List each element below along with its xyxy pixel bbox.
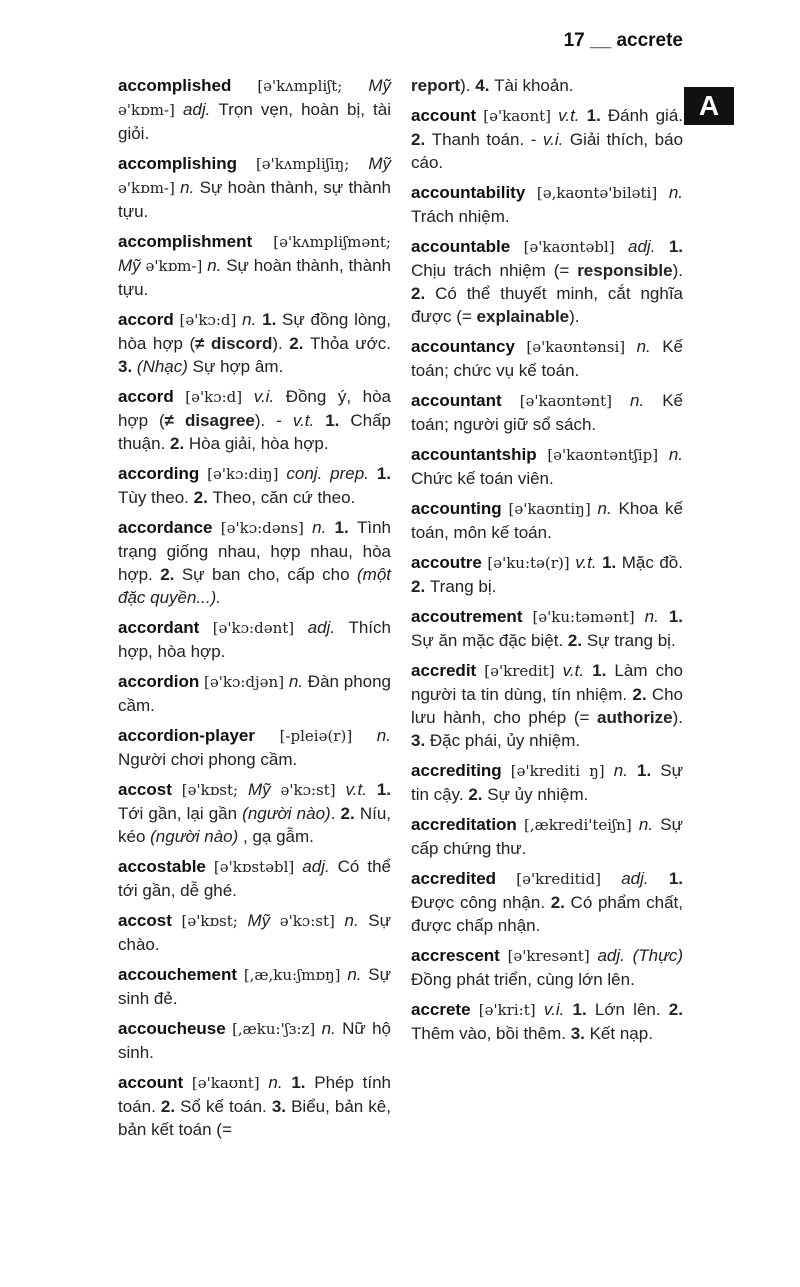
dictionary-entry bbox=[411, 759, 683, 806]
entry-headword: accredited bbox=[411, 869, 497, 888]
dictionary-entry bbox=[118, 909, 391, 956]
definition-text: Lớn lên. bbox=[594, 1000, 669, 1019]
entry-headword: accrediting bbox=[411, 761, 502, 780]
sense-number: 2. bbox=[411, 577, 430, 596]
definition-text: Sự sinh đẻ. bbox=[118, 965, 391, 1008]
dictionary-entry bbox=[411, 104, 683, 174]
sense-number: 3. bbox=[411, 731, 430, 750]
sense-number: 1. bbox=[592, 661, 615, 680]
pronunciation: [ə'kaʊnt] bbox=[483, 107, 559, 125]
definition-text: Cho lưu hành, cho phép (= bbox=[411, 685, 683, 727]
sense-number: 1. bbox=[637, 761, 661, 780]
part-of-speech: n. bbox=[242, 310, 263, 329]
definition-text: Kế toán; chức vụ kế toán. bbox=[411, 337, 683, 380]
pronunciation: [ə'kɒst; bbox=[181, 781, 248, 799]
sense-number: 1. bbox=[572, 1000, 595, 1019]
entry-headword: accountability bbox=[411, 183, 526, 202]
sense-number: 2. bbox=[411, 284, 436, 303]
entry-headword: accomplishing bbox=[118, 154, 238, 173]
dictionary-entry bbox=[118, 778, 391, 848]
part-of-speech: n. bbox=[376, 726, 391, 745]
definition-text: Giải thích, báo cáo. bbox=[411, 130, 684, 172]
dictionary-entry bbox=[118, 152, 391, 223]
part-of-speech: v.i. bbox=[542, 130, 570, 149]
sense-number: 1. bbox=[668, 607, 683, 626]
dictionary-entry bbox=[118, 462, 391, 509]
dictionary-entry bbox=[118, 385, 391, 455]
part-of-speech: Mỹ bbox=[368, 154, 391, 173]
dictionary-entry bbox=[118, 616, 391, 663]
dictionary-entry bbox=[411, 335, 683, 382]
pronunciation: [ə'krediti ŋ] bbox=[510, 762, 614, 780]
pronunciation: [ə'kɔ:d] bbox=[185, 388, 254, 406]
part-of-speech: n. bbox=[312, 518, 335, 537]
usage-note: (một đặc quyền...). bbox=[118, 565, 391, 607]
dictionary-entry bbox=[411, 551, 683, 598]
dictionary-entry bbox=[411, 497, 683, 544]
definition-text: Thích hợp, hòa hợp. bbox=[118, 618, 391, 661]
thumb-index-tab bbox=[684, 87, 734, 125]
sense-number: 1. bbox=[668, 869, 683, 888]
part-of-speech: Mỹ bbox=[368, 76, 391, 95]
pronunciation: [ə'kʌmpliʃiŋ; bbox=[255, 155, 369, 173]
part-of-speech: n. bbox=[636, 337, 663, 356]
entry-headword: accrete bbox=[411, 1000, 471, 1019]
definition-text: Sự trang bị. bbox=[586, 631, 676, 650]
dictionary-entry bbox=[411, 944, 683, 991]
dictionary-entry bbox=[118, 308, 391, 378]
cross-reference: ≠ disagree bbox=[164, 411, 255, 430]
definition-text: Đặc phái, ủy nhiệm. bbox=[429, 731, 581, 750]
part-of-speech: n. bbox=[207, 256, 227, 275]
entry-headword: accounting bbox=[411, 499, 502, 518]
pronunciation: [,ækredi'teiʃn] bbox=[524, 816, 639, 834]
entry-headword: accredit bbox=[411, 661, 477, 680]
dictionary-entry bbox=[118, 724, 391, 771]
part-of-speech: n. bbox=[288, 672, 308, 691]
sense-number: 1. bbox=[291, 1073, 315, 1092]
usage-note: (Nhạc) bbox=[136, 357, 193, 376]
dictionary-entry bbox=[411, 235, 683, 328]
definition-text: Thanh toán. - bbox=[431, 130, 543, 149]
part-of-speech: n. bbox=[644, 607, 669, 626]
part-of-speech: Mỹ bbox=[247, 911, 280, 930]
part-of-speech: adj. bbox=[307, 618, 349, 637]
thumb-index-letter: A bbox=[698, 90, 720, 121]
part-of-speech: n. bbox=[668, 183, 683, 202]
dictionary-entry bbox=[118, 1017, 391, 1064]
definition-text: Sự cấp chứng thư. bbox=[411, 815, 683, 858]
part-of-speech: v.t. bbox=[575, 553, 603, 572]
pronunciation: ə'kɔ:st] bbox=[280, 781, 346, 799]
dictionary-entry bbox=[411, 389, 683, 436]
definition-text: . bbox=[330, 804, 341, 823]
part-of-speech: v.i. bbox=[543, 1000, 573, 1019]
running-header bbox=[564, 30, 683, 52]
definition-text: Trách nhiệm. bbox=[411, 207, 510, 226]
pronunciation: ə'kɒm-] bbox=[118, 179, 181, 197]
dictionary-entry bbox=[411, 867, 683, 937]
definition-text: Tùy theo. bbox=[118, 488, 194, 507]
part-of-speech: n. bbox=[630, 391, 663, 410]
sense-number: 2. bbox=[550, 893, 571, 912]
definition-text: Có thể tới gần, dễ ghé. bbox=[118, 857, 391, 900]
sense-number: 1. bbox=[586, 106, 608, 125]
entry-headword: accreditation bbox=[411, 815, 517, 834]
entry-headword: accountable bbox=[411, 237, 511, 256]
cross-reference: ≠ discord bbox=[195, 334, 273, 353]
entry-headword: accomplished bbox=[118, 76, 232, 95]
definition-text: Chấp thuận. bbox=[118, 411, 391, 453]
definition-text: Hòa giải, hòa hợp. bbox=[188, 434, 329, 453]
pronunciation: [ə'kɔ:d] bbox=[179, 311, 243, 329]
entry-headword: according bbox=[118, 464, 200, 483]
pronunciation: [ə'kredit] bbox=[484, 662, 563, 680]
definition-text: Làm cho người ta tin dùng, tín nhiệm. bbox=[411, 661, 683, 704]
definition-text: Sự chào. bbox=[118, 911, 391, 954]
definition-text: Có thể thuyết minh, cắt nghĩa được (= bbox=[411, 284, 683, 326]
part-of-speech: v.t. bbox=[345, 780, 377, 799]
cross-reference: responsible bbox=[577, 261, 673, 280]
pronunciation: [ə'kɔ:dənt] bbox=[212, 619, 308, 637]
dictionary-entry bbox=[411, 659, 683, 752]
usage-note: (người nào) bbox=[242, 804, 331, 823]
definition-text: Đàn phong cầm. bbox=[118, 672, 392, 715]
definition-text: Phép tính toán. bbox=[118, 1073, 392, 1116]
definition-text: Sổ kế toán. bbox=[180, 1097, 272, 1116]
pronunciation: [ə'kʌmpliʃt; bbox=[257, 77, 369, 95]
header-separator: __ bbox=[590, 30, 612, 51]
part-of-speech: n. bbox=[344, 911, 369, 930]
definition-text: Sự hợp âm. bbox=[192, 357, 284, 376]
sense-number: 2. bbox=[632, 685, 652, 704]
entry-headword: accrescent bbox=[411, 946, 500, 965]
part-of-speech: n. bbox=[321, 1019, 343, 1038]
dictionary-entry bbox=[118, 855, 391, 902]
sense-number: 1. bbox=[602, 553, 622, 572]
definition-text: ). bbox=[272, 334, 290, 353]
definition-text: Chức kế toán viên. bbox=[411, 469, 554, 488]
part-of-speech: n. bbox=[347, 965, 369, 984]
dictionary-entry bbox=[118, 670, 391, 717]
definition-text: Biểu, bản kê, bản kết toán (= bbox=[118, 1097, 391, 1139]
sense-number: 4. bbox=[475, 76, 495, 95]
definition-text: Thỏa ước. bbox=[309, 334, 391, 353]
sense-number: 1. bbox=[262, 310, 283, 329]
part-of-speech: adj. bbox=[621, 869, 669, 888]
entry-headword: accoutre bbox=[411, 553, 482, 572]
definition-text: ). bbox=[460, 76, 476, 95]
definition-text: Nữ hộ sinh. bbox=[118, 1019, 391, 1062]
definition-text: Sự ủy nhiệm. bbox=[487, 785, 589, 804]
definition-text: Thêm vào, bồi thêm. bbox=[411, 1024, 571, 1043]
part-of-speech: n. bbox=[638, 815, 661, 834]
part-of-speech: Mỹ bbox=[118, 256, 146, 275]
guide-word: accrete bbox=[616, 30, 683, 51]
pronunciation: [ə'kreditid] bbox=[516, 870, 622, 888]
definition-text: Trang bị. bbox=[429, 577, 497, 596]
definition-text: , gạ gẫm. bbox=[238, 827, 314, 846]
sense-number: 2. bbox=[170, 434, 189, 453]
pronunciation: [ə'kɒst; bbox=[181, 912, 248, 930]
sense-number: 1. bbox=[668, 237, 683, 256]
pronunciation: [ə'kʌmpliʃmənt; bbox=[273, 233, 391, 251]
part-of-speech: adj. bbox=[182, 100, 219, 119]
pronunciation: [ə'kɔ:dəns] bbox=[220, 519, 313, 537]
definition-text: ). - bbox=[254, 411, 293, 430]
dictionary-entry bbox=[118, 1071, 391, 1141]
page-number: 17 bbox=[563, 30, 585, 51]
definition-text: Chịu trách nhiệm (= bbox=[411, 261, 578, 280]
right-column bbox=[411, 74, 683, 1052]
sense-number: 2. bbox=[193, 488, 213, 507]
entry-headword: accost bbox=[118, 780, 172, 799]
definition-text: Mặc đồ. bbox=[621, 553, 683, 572]
part-of-speech: adj. bbox=[597, 946, 633, 965]
definition-text: Sự ban cho, cấp cho bbox=[181, 565, 357, 584]
pronunciation: [ə'kaʊntəbl] bbox=[523, 238, 629, 256]
cross-reference: authorize bbox=[597, 708, 673, 727]
dictionary-entry bbox=[118, 516, 391, 609]
definition-text: Tới gần, lại gần bbox=[118, 804, 243, 823]
sense-number: 1. bbox=[334, 518, 357, 537]
dictionary-entry bbox=[411, 74, 683, 97]
pronunciation: ə'kɔ:st] bbox=[279, 912, 345, 930]
pronunciation: ə'kɒm-] bbox=[118, 101, 183, 119]
dictionary-entry bbox=[118, 963, 391, 1010]
sense-number: 2. bbox=[160, 1097, 181, 1116]
dictionary-entry bbox=[411, 181, 683, 228]
part-of-speech: adj. bbox=[628, 237, 669, 256]
entry-headword: account bbox=[411, 106, 477, 125]
part-of-speech: v.t. bbox=[558, 106, 587, 125]
entry-headword: accountant bbox=[411, 391, 502, 410]
part-of-speech: Mỹ bbox=[247, 780, 281, 799]
sense-number: 2. bbox=[289, 334, 310, 353]
definition-text: Níu, kéo bbox=[118, 804, 391, 846]
entry-headword: accordion bbox=[118, 672, 200, 691]
sense-number: 2. bbox=[567, 631, 587, 650]
definition-text: Sự tin cậy. bbox=[411, 761, 684, 804]
sense-number: 2. bbox=[668, 1000, 683, 1019]
entry-headword: accord bbox=[118, 387, 174, 406]
sense-number: 1. bbox=[325, 411, 351, 430]
entry-headword: accountantship bbox=[411, 445, 537, 464]
dictionary-entry bbox=[411, 443, 683, 490]
part-of-speech: v.i. bbox=[253, 387, 286, 406]
pronunciation: [ə'kri:t] bbox=[478, 1001, 544, 1019]
sense-number: 3. bbox=[271, 1097, 292, 1116]
pronunciation: [ə'ku:tə(r)] bbox=[487, 554, 576, 572]
pronunciation: [ə'kaʊntəntʃip] bbox=[547, 446, 669, 464]
part-of-speech: adj. bbox=[302, 857, 338, 876]
entry-headword: accostable bbox=[118, 857, 206, 876]
cross-reference: report bbox=[411, 76, 461, 95]
pronunciation: [ə'ku:təmənt] bbox=[532, 608, 645, 626]
definition-text: Khoa kế toán, môn kế toán. bbox=[411, 499, 683, 542]
pronunciation: [ə'kaʊntiŋ] bbox=[508, 500, 598, 518]
definition-text: Đồng phát triển, cùng lớn lên. bbox=[411, 970, 635, 989]
pronunciation: [ə'kɔ:diŋ] bbox=[207, 465, 287, 483]
part-of-speech: n. bbox=[268, 1073, 292, 1092]
cross-reference: explainable bbox=[476, 307, 570, 326]
dictionary-entry bbox=[411, 813, 683, 860]
entry-headword: accoutrement bbox=[411, 607, 523, 626]
pronunciation: [,æku:'ʃɜ:z] bbox=[232, 1020, 322, 1038]
pronunciation: ə'kɒm-] bbox=[145, 257, 208, 275]
part-of-speech: n. bbox=[668, 445, 683, 464]
pronunciation: [ə'kaʊntənt] bbox=[519, 392, 631, 410]
part-of-speech: conj. prep. bbox=[286, 464, 377, 483]
entry-headword: accost bbox=[118, 911, 172, 930]
entry-headword: accordant bbox=[118, 618, 200, 637]
pronunciation: [ə'kaʊntənsi] bbox=[526, 338, 637, 356]
entry-headword: accomplishment bbox=[118, 232, 253, 251]
entry-headword: account bbox=[118, 1073, 184, 1092]
definition-text: ). bbox=[672, 261, 683, 280]
sense-number: 2. bbox=[340, 804, 360, 823]
definition-text: Có phẩm chất, được chấp nhận. bbox=[411, 893, 683, 935]
definition-text: Kết nạp. bbox=[589, 1024, 653, 1043]
definition-text: Đánh giá. bbox=[607, 106, 683, 125]
definition-text: Theo, căn cứ theo. bbox=[212, 488, 356, 507]
usage-note: (Thực) bbox=[632, 946, 683, 965]
definition-text: Kế toán; người giữ sổ sách. bbox=[411, 391, 683, 434]
definition-text: Sự ăn mặc đặc biệt. bbox=[411, 631, 568, 650]
sense-number: 2. bbox=[411, 130, 432, 149]
sense-number: 1. bbox=[376, 464, 392, 483]
sense-number: 3. bbox=[570, 1024, 590, 1043]
pronunciation: [-pleiə(r)] bbox=[279, 727, 377, 745]
pronunciation: [ə'kɔ:djən] bbox=[204, 673, 289, 691]
dictionary-entry bbox=[118, 74, 391, 145]
pronunciation: [ə'kresənt] bbox=[507, 947, 598, 965]
definition-text: Sự hoàn thành, thành tựu. bbox=[118, 256, 391, 299]
definition-text: ). bbox=[569, 307, 580, 326]
dictionary-entry bbox=[411, 998, 683, 1045]
definition-text: Sự đồng lòng, hòa hợp ( bbox=[118, 310, 391, 353]
definition-text: Tài khoản. bbox=[494, 76, 574, 95]
entry-headword: accouchement bbox=[118, 965, 238, 984]
part-of-speech: n. bbox=[613, 761, 638, 780]
entry-headword: accountancy bbox=[411, 337, 515, 356]
definition-text: Trọn vẹn, hoàn bị, tài giỏi. bbox=[118, 100, 391, 143]
part-of-speech: v.t. bbox=[562, 661, 593, 680]
pronunciation: [ə,kaʊntə'biləti] bbox=[536, 184, 669, 202]
part-of-speech: n. bbox=[597, 499, 619, 518]
definition-text: ). bbox=[672, 708, 683, 727]
pronunciation: [ə'kɒstəbl] bbox=[213, 858, 303, 876]
sense-number: 3. bbox=[118, 357, 137, 376]
pronunciation: [ə'kaʊnt] bbox=[191, 1074, 269, 1092]
entry-headword: accordion-player bbox=[118, 726, 255, 745]
definition-text: Tình trạng giống nhau, hợp nhau, hòa hợp. bbox=[118, 518, 391, 584]
entry-headword: accord bbox=[118, 310, 174, 329]
part-of-speech: v.t. bbox=[292, 411, 326, 430]
definition-text: Sự hoàn thành, sự thành tựu. bbox=[118, 178, 391, 221]
dictionary-entry bbox=[411, 605, 683, 652]
part-of-speech: n. bbox=[180, 178, 200, 197]
entry-headword: accordance bbox=[118, 518, 213, 537]
definition-text: Được công nhận. bbox=[411, 893, 551, 912]
entry-headword: accoucheuse bbox=[118, 1019, 226, 1038]
sense-number: 1. bbox=[376, 780, 392, 799]
sense-number: 2. bbox=[468, 785, 488, 804]
usage-note: (người nào) bbox=[150, 827, 239, 846]
sense-number: 2. bbox=[160, 565, 182, 584]
definition-text: Đồng ý, hòa hợp ( bbox=[118, 387, 391, 430]
dictionary-entry bbox=[118, 230, 391, 301]
left-column bbox=[118, 74, 391, 1148]
definition-text: Người chơi phong cầm. bbox=[118, 750, 298, 769]
pronunciation: [,æ,ku:ʃmɒŋ] bbox=[243, 966, 348, 984]
